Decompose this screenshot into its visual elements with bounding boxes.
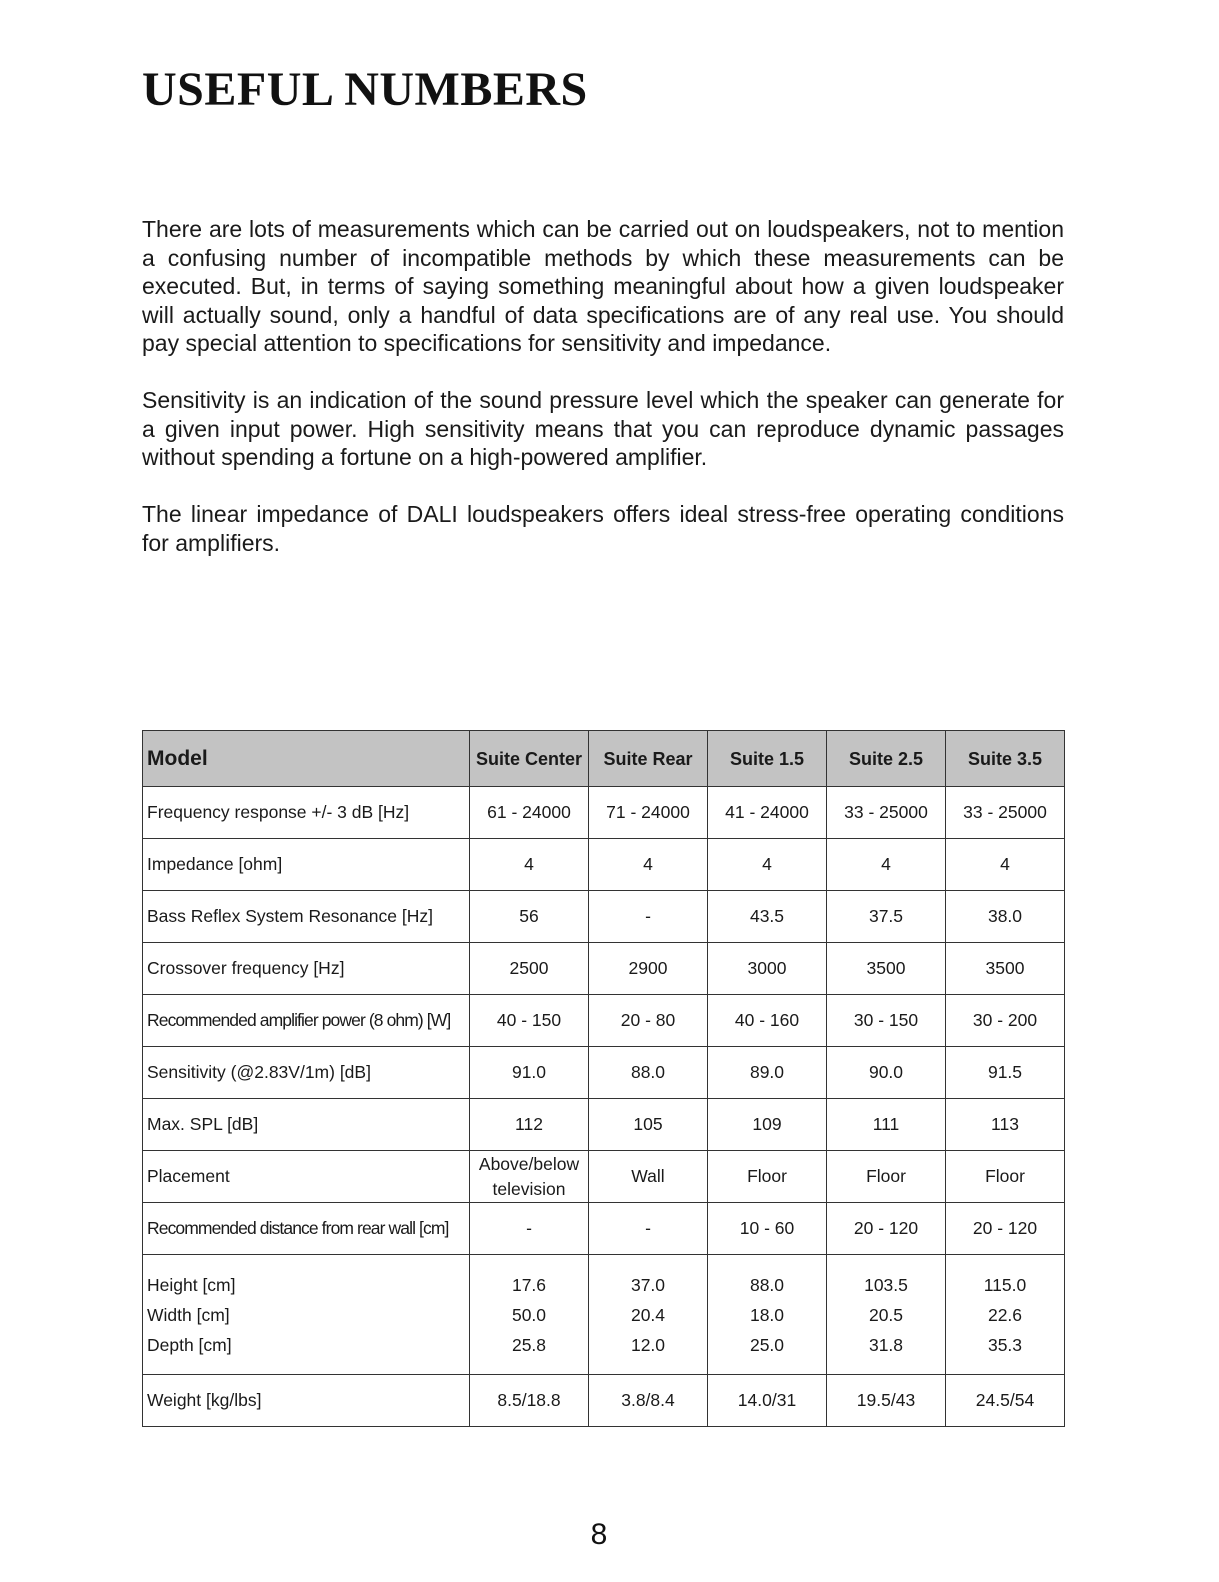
depth-value: 12.0 xyxy=(630,1334,666,1355)
table-cell: 37.5 xyxy=(827,891,946,943)
table-cell: 33 - 25000 xyxy=(946,787,1065,839)
table-row xyxy=(143,1151,1065,1203)
table-cell: 19.5/43 xyxy=(827,1375,946,1427)
table-cell: 91.5 xyxy=(946,1047,1065,1099)
model-column-suite-3-5: Suite 3.5 xyxy=(946,731,1065,787)
table-cell: 4 xyxy=(470,839,589,891)
table-cell: 38.0 xyxy=(946,891,1065,943)
height-value: 103.5 xyxy=(864,1274,908,1295)
table-cell: 20 - 80 xyxy=(589,995,708,1047)
table-row xyxy=(143,1099,1065,1151)
table-cell: 2500 xyxy=(470,943,589,995)
model-header: Model xyxy=(143,731,470,787)
table-cell: 3500 xyxy=(946,943,1065,995)
table-cell: - xyxy=(589,891,708,943)
width-value: 20.4 xyxy=(630,1304,666,1325)
dimensions-cell xyxy=(827,1255,946,1375)
table-cell: 61 - 24000 xyxy=(470,787,589,839)
page-number: 8 xyxy=(590,1518,608,1551)
row-label: Crossover frequency [Hz] xyxy=(143,943,470,995)
table-cell: 30 - 200 xyxy=(946,995,1065,1047)
table-cell: 113 xyxy=(946,1099,1065,1151)
table-cell: 33 - 25000 xyxy=(827,787,946,839)
width-label: Width [cm] xyxy=(147,1304,230,1325)
table-cell: Floor xyxy=(946,1151,1065,1203)
depth-label: Depth [cm] xyxy=(147,1334,232,1355)
row-label: Max. SPL [dB] xyxy=(143,1099,470,1151)
dimensions-labels xyxy=(143,1255,470,1375)
table-cell: Above/below television xyxy=(470,1151,589,1203)
table-cell: 4 xyxy=(946,839,1065,891)
table-cell: Floor xyxy=(708,1151,827,1203)
row-label: Impedance [ohm] xyxy=(143,839,470,891)
table-cell: 20 - 120 xyxy=(946,1203,1065,1255)
table-row xyxy=(143,995,1065,1047)
height-value: 17.6 xyxy=(511,1274,547,1295)
model-column-suite-2-5: Suite 2.5 xyxy=(827,731,946,787)
dimensions-cell xyxy=(589,1255,708,1375)
table-cell: - xyxy=(589,1203,708,1255)
table-cell: 3000 xyxy=(708,943,827,995)
width-value: 20.5 xyxy=(868,1304,904,1325)
table-cell: - xyxy=(470,1203,589,1255)
width-value: 50.0 xyxy=(511,1304,547,1325)
width-value: 22.6 xyxy=(987,1304,1023,1325)
table-cell: 14.0/31 xyxy=(708,1375,827,1427)
table-cell: 40 - 150 xyxy=(470,995,589,1047)
height-value: 115.0 xyxy=(983,1274,1027,1295)
table-cell: 8.5/18.8 xyxy=(470,1375,589,1427)
table-cell: 105 xyxy=(589,1099,708,1151)
dimensions-row xyxy=(143,1255,1065,1375)
table-cell: 109 xyxy=(708,1099,827,1151)
table-row xyxy=(143,1047,1065,1099)
row-label: Placement xyxy=(143,1151,470,1203)
table-row xyxy=(143,891,1065,943)
intro-paragraph: There are lots of measurements which can be carried out on loudspeakers, not to mention a confusing number of incompatible methods by which these measurements can be executed. But, in terms of saying something meaningful about how a given loudspeaker will actually sound, only a handful of data specifications are of any real use. You should pay special attention to specifications for sensitivity and impedance. xyxy=(142,216,1064,357)
row-label: Frequency response +/- 3 dB [Hz] xyxy=(143,787,470,839)
table-cell: 90.0 xyxy=(827,1047,946,1099)
table-cell: 4 xyxy=(589,839,708,891)
table-cell: 3.8/8.4 xyxy=(589,1375,708,1427)
row-label: Recommended distance from rear wall [cm] xyxy=(143,1203,470,1255)
depth-value: 31.8 xyxy=(868,1334,904,1355)
table-cell: 20 - 120 xyxy=(827,1203,946,1255)
dimensions-cell xyxy=(946,1255,1065,1375)
depth-value: 25.0 xyxy=(749,1334,785,1355)
table-cell: 40 - 160 xyxy=(708,995,827,1047)
table-cell: 4 xyxy=(827,839,946,891)
table-cell: Floor xyxy=(827,1151,946,1203)
row-label: Bass Reflex System Resonance [Hz] xyxy=(143,891,470,943)
dimensions-cell xyxy=(708,1255,827,1375)
page-title: USEFUL NUMBERS xyxy=(142,63,588,116)
table-cell: 89.0 xyxy=(708,1047,827,1099)
model-column-suite-rear: Suite Rear xyxy=(589,731,708,787)
table-cell: 3500 xyxy=(827,943,946,995)
height-value: 37.0 xyxy=(630,1274,666,1295)
model-column-suite-1-5: Suite 1.5 xyxy=(708,731,827,787)
table-cell: 4 xyxy=(708,839,827,891)
impedance-paragraph: The linear impedance of DALI loudspeakers offers ideal stress-free operating conditions for amplifiers. xyxy=(142,501,1064,556)
table-row xyxy=(143,1203,1065,1255)
table-row xyxy=(143,839,1065,891)
table-cell: 2900 xyxy=(589,943,708,995)
row-label: Weight [kg/lbs] xyxy=(143,1375,470,1427)
dimensions-cell xyxy=(470,1255,589,1375)
specifications-table xyxy=(142,730,1065,1427)
table-row xyxy=(143,787,1065,839)
table-cell: 111 xyxy=(827,1099,946,1151)
sensitivity-paragraph: Sensitivity is an indication of the sound pressure level which the speaker can generate for a given input power. High sensitivity means that you can reproduce dynamic passages without spending a fortune on a high-powered amplifier. xyxy=(142,387,1064,471)
width-value: 18.0 xyxy=(749,1304,785,1325)
table-cell: 30 - 150 xyxy=(827,995,946,1047)
table-cell: 56 xyxy=(470,891,589,943)
height-label: Height [cm] xyxy=(147,1274,236,1295)
table-cell: 10 - 60 xyxy=(708,1203,827,1255)
table-header-row xyxy=(143,731,1065,787)
table-cell: 88.0 xyxy=(589,1047,708,1099)
height-value: 88.0 xyxy=(749,1274,785,1295)
table-cell: 91.0 xyxy=(470,1047,589,1099)
depth-value: 25.8 xyxy=(511,1334,547,1355)
table-cell: 41 - 24000 xyxy=(708,787,827,839)
row-label: Recommended amplifier power (8 ohm) [W] xyxy=(143,995,470,1047)
table-cell: 71 - 24000 xyxy=(589,787,708,839)
table-cell: Wall xyxy=(589,1151,708,1203)
depth-value: 35.3 xyxy=(987,1334,1023,1355)
row-label: Sensitivity (@2.83V/1m) [dB] xyxy=(143,1047,470,1099)
table-row xyxy=(143,1375,1065,1427)
table-row xyxy=(143,943,1065,995)
table-cell: 24.5/54 xyxy=(946,1375,1065,1427)
table-cell: 112 xyxy=(470,1099,589,1151)
table-cell: 43.5 xyxy=(708,891,827,943)
model-column-suite-center: Suite Center xyxy=(470,731,589,787)
